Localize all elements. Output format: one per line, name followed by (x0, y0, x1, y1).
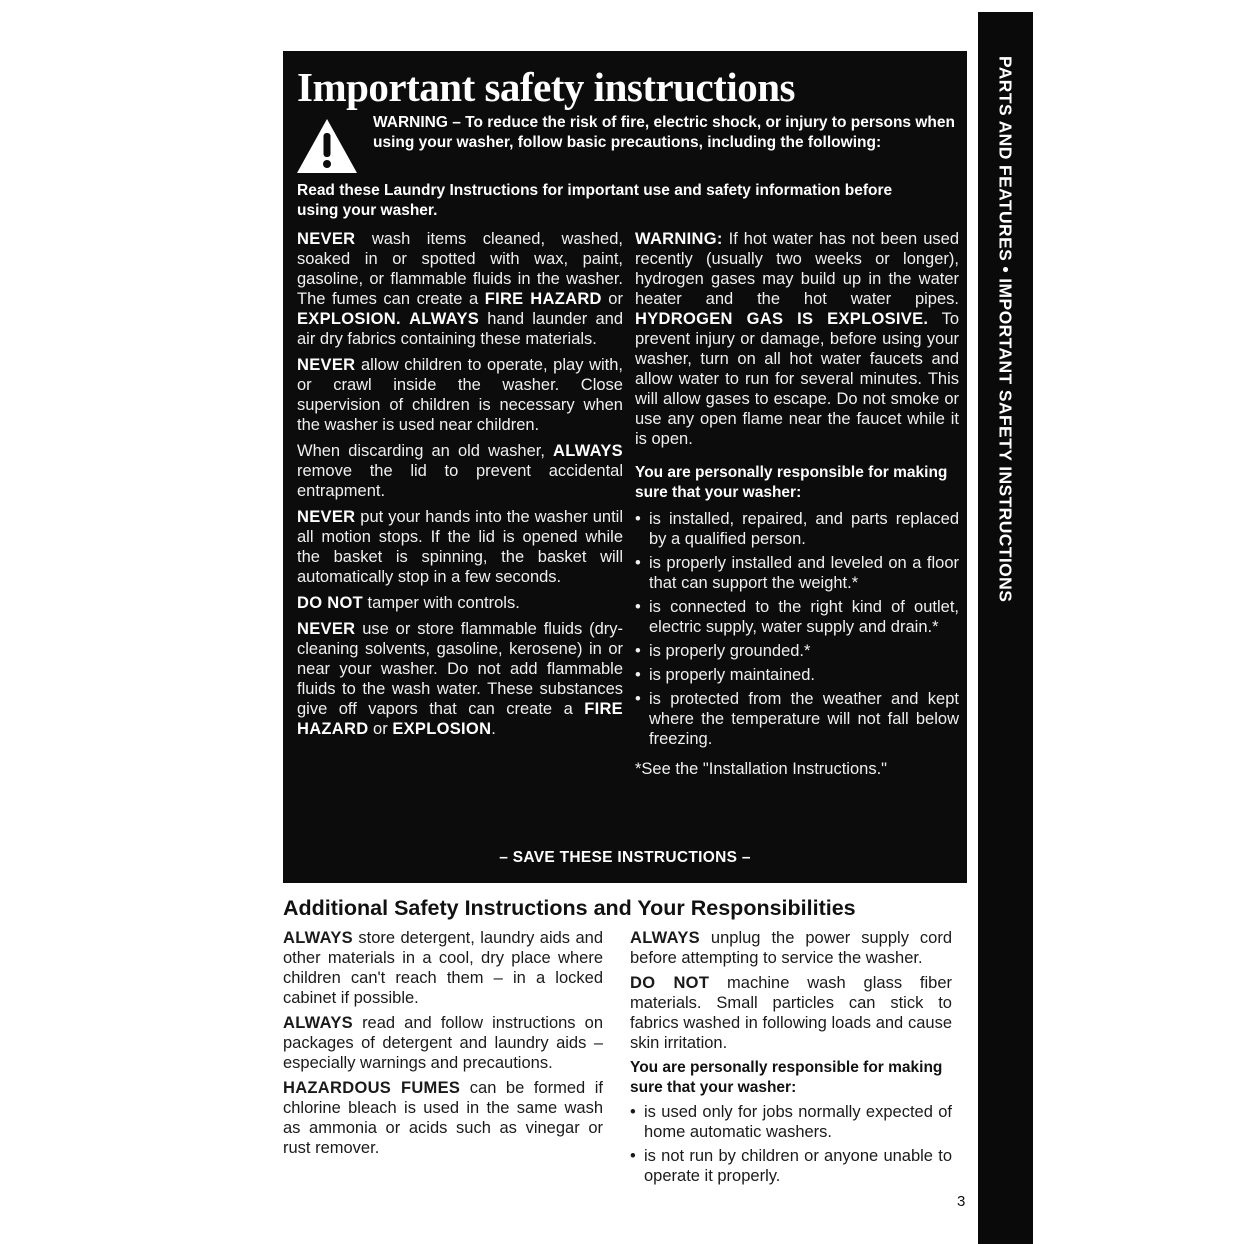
side-tab-label: PARTS AND FEATURES • IMPORTANT SAFETY INSTRUCTIONS (995, 56, 1016, 603)
additional-section-title: Additional Safety Instructions and Your Responsibilities (283, 896, 856, 920)
warning-text: WARNING – To reduce the risk of fire, electric shock, or injury to persons when using your washer, follow basic precautions, including the following: (373, 114, 955, 151)
list-item: • is installed, repaired, and parts replaced by a qualified person. (635, 509, 959, 549)
warning-triangle-icon (295, 117, 359, 175)
panel-left-column (297, 229, 623, 745)
responsibility-heading: You are personally responsible for making sure that your washer: (630, 1059, 943, 1096)
additional-left-column (283, 928, 603, 1163)
rule-paragraph: NEVER use or store flammable fluids (dry-cleaning solvents, gasoline, kerosene) in or near your washer. Do not add flammable fluids to the wash water. These substances give off vapors that can create a FIRE HAZARD or EXPLOSION. (297, 620, 623, 738)
rule-paragraph: ALWAYS read and follow instructions on packages of detergent and laundry aids – especially warnings and precautions. (283, 1014, 603, 1072)
list-item: • is connected to the right kind of outlet, electric supply, water supply and drain.* (635, 597, 959, 637)
rule-paragraph: ALWAYS store detergent, laundry aids and other materials in a cool, dry place where children can't reach them – in a locked cabinet if possible. (283, 929, 603, 1007)
responsibility-heading: You are personally responsible for making sure that your washer: (635, 464, 948, 501)
rule-paragraph: DO NOT tamper with controls. (297, 594, 520, 612)
list-item: • is used only for jobs normally expected of home automatic washers. (630, 1102, 952, 1142)
responsibility-list (635, 509, 959, 749)
additional-right-column (630, 928, 952, 1190)
rule-paragraph: ALWAYS unplug the power supply cord before attempting to service the washer. (630, 929, 952, 967)
list-item: • is properly grounded.* (635, 641, 959, 661)
save-instructions-label: – SAVE THESE INSTRUCTIONS – (499, 849, 751, 866)
list-item: • is properly maintained. (635, 665, 959, 685)
hydrogen-warning: WARNING: If hot water has not been used recently (usually two weeks or longer), hydrogen gases may build up in the water heater and the hot water pipes. HYDROGEN GAS IS EXPLOSIVE. To prevent injury or damage, before using your washer, turn on all hot water faucets and allow water to run for several minutes. This will allow gases to escape. Do not smoke or use any open flame near the faucet while it is open. (635, 230, 959, 448)
page-number: 3 (957, 1193, 966, 1210)
responsibility-list (630, 1102, 952, 1186)
rule-paragraph: NEVER wash items cleaned, washed, soaked in or spotted with wax, paint, gasoline, or flammable fluids in the washer. The fumes can create a FIRE HAZARD or EXPLOSION. ALWAYS hand launder and air dry fabrics containing these materials. (297, 230, 624, 348)
safety-panel (283, 51, 967, 883)
rule-paragraph: HAZARDOUS FUMES can be formed if chlorine bleach is used in the same wash as ammonia or acids such as vinegar or rust remover. (283, 1079, 603, 1157)
rule-paragraph: NEVER allow children to operate, play with, or crawl inside the washer. Close supervision of children is necessary when the washer is used near children. (297, 356, 623, 434)
list-item: • is not run by children or anyone unable to operate it properly. (630, 1146, 952, 1186)
rule-paragraph: NEVER put your hands into the washer until all motion stops. If the lid is opened while the basket is spinning, the basket will automatically stop in a few seconds. (297, 508, 623, 586)
rule-paragraph: DO NOT machine wash glass fiber materials. Small particles can stick to fabrics washed in following loads and cause skin irritation. (630, 974, 952, 1052)
footnote: *See the "Installation Instructions." (635, 760, 888, 778)
rule-paragraph: When discarding an old washer, ALWAYS remove the lid to prevent accidental entrapment. (297, 442, 623, 500)
read-instructions-text: Read these Laundry Instructions for important use and safety information before using your washer. (297, 182, 893, 219)
list-item: • is protected from the weather and kept where the temperature will not fall below freezing. (635, 689, 959, 749)
section-side-tab (978, 12, 1033, 1244)
list-item: • is properly installed and leveled on a floor that can support the weight.* (635, 553, 959, 593)
panel-right-column (635, 229, 959, 785)
panel-title: Important safety instructions (297, 64, 795, 110)
